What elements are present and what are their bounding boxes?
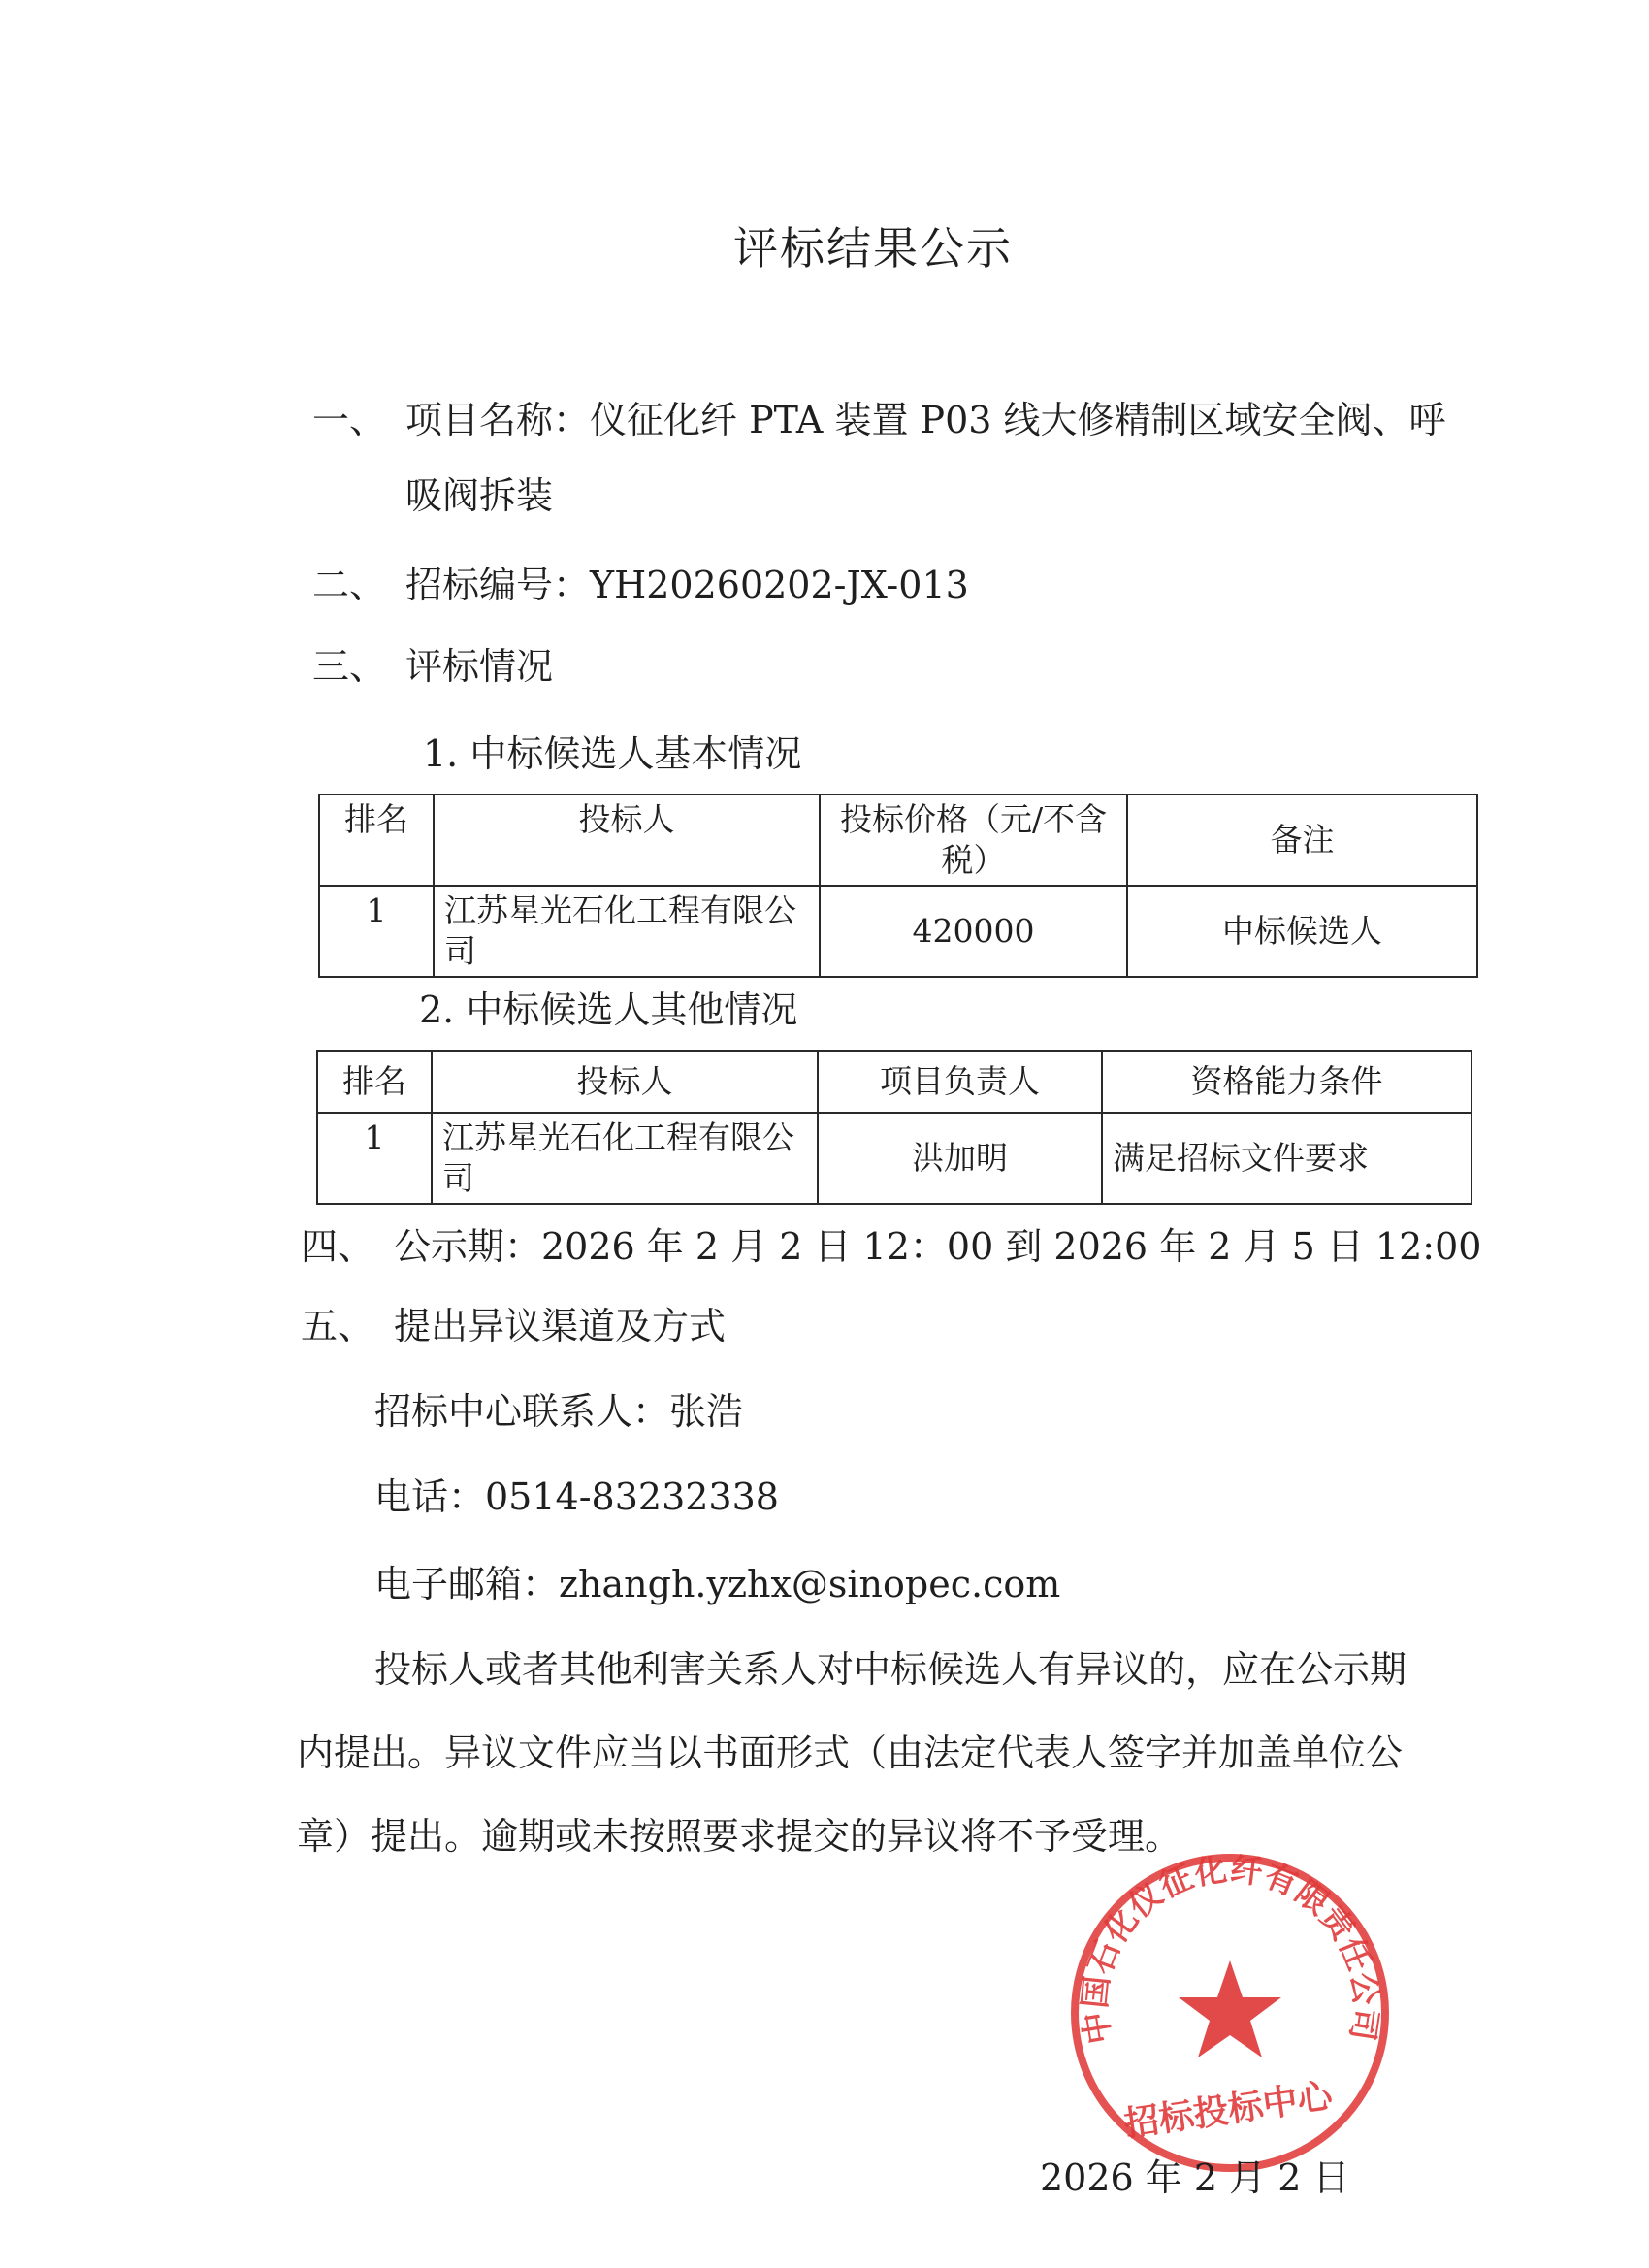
contact-email: 电子邮箱：zhangh.yzhx@sinopec.com xyxy=(374,1563,1061,1605)
table-header-cell: 项目负责人 xyxy=(818,1051,1102,1113)
table-cell: 满足招标文件要求 xyxy=(1102,1113,1471,1204)
table-cell: 1 xyxy=(319,886,434,977)
table-cell: 江苏星光石化工程有限公司 xyxy=(434,886,820,977)
section-number: 一、 xyxy=(312,399,387,441)
candidate-other-table xyxy=(316,1050,1472,1205)
page-title: 评标结果公示 xyxy=(733,222,1013,275)
section-number: 二、 xyxy=(312,564,387,606)
section-number: 四、 xyxy=(301,1225,375,1268)
section-number: 五、 xyxy=(301,1305,375,1347)
section-bid-number xyxy=(312,563,969,607)
table-header-row xyxy=(319,794,1477,886)
table-header-cell: 投标人 xyxy=(432,1051,818,1113)
table-cell: 1 xyxy=(317,1113,432,1204)
table-row xyxy=(319,886,1477,977)
table-cell: 中标候选人 xyxy=(1127,886,1477,977)
seal-bottom-text: 招标投标中心 xyxy=(1121,2076,1336,2145)
section-publicity-period xyxy=(301,1224,1481,1269)
document-date: 2026 年 2 月 2 日 xyxy=(1040,2156,1350,2199)
section-label: 提出异议渠道及方式 xyxy=(394,1305,727,1347)
subsection-basic-info: 1. 中标候选人基本情况 xyxy=(423,732,802,775)
contact-phone: 电话：0514-83232338 xyxy=(374,1475,779,1518)
section-project-name xyxy=(312,398,1446,442)
section-objection xyxy=(301,1304,726,1348)
table-header-cell: 投标价格（元/不含税） xyxy=(820,794,1127,886)
section-evaluation xyxy=(312,644,553,689)
subsection-other-info: 2. 中标候选人其他情况 xyxy=(419,988,798,1031)
seal-star-icon xyxy=(1179,1960,1281,2057)
candidate-basic-table xyxy=(318,794,1478,978)
paragraph-line: 章）提出。逾期或未按照要求提交的异议将不予受理。 xyxy=(297,1815,1182,1858)
table-cell: 洪加明 xyxy=(818,1113,1102,1204)
company-seal xyxy=(1065,1848,1395,2178)
seal-top-text: 中国石化仪征化纤有限责任公司 xyxy=(1075,1850,1386,2048)
publicity-period-text: 公示期：2026 年 2 月 2 日 12：00 到 2026 年 2 月 5 日 12:00 xyxy=(394,1225,1482,1268)
table-cell: 420000 xyxy=(820,886,1127,977)
table-header-cell: 备注 xyxy=(1127,794,1477,886)
table-row xyxy=(317,1113,1471,1204)
paragraph-line: 内提出。异议文件应当以书面形式（由法定代表人签字并加盖单位公 xyxy=(297,1732,1404,1774)
section-number: 三、 xyxy=(312,645,387,688)
table-cell: 江苏星光石化工程有限公司 xyxy=(432,1113,818,1204)
contact-person: 招标中心联系人：张浩 xyxy=(374,1390,744,1433)
section-label: 招标编号： xyxy=(405,564,591,606)
table-header-cell: 排名 xyxy=(319,794,434,886)
paragraph-line: 投标人或者其他利害关系人对中标候选人有异议的，应在公示期 xyxy=(374,1648,1407,1691)
project-name-line1: 仪征化纤 PTA 装置 P03 线大修精制区域安全阀、呼 xyxy=(590,399,1446,441)
table-header-cell: 投标人 xyxy=(434,794,820,886)
table-header-row xyxy=(317,1051,1471,1113)
bid-number: YH20260202-JX-013 xyxy=(590,564,969,606)
project-name-line2: 吸阀拆装 xyxy=(405,474,554,517)
section-label: 评标情况 xyxy=(405,645,554,688)
table-header-cell: 资格能力条件 xyxy=(1102,1051,1471,1113)
table-header-cell: 排名 xyxy=(317,1051,432,1113)
section-label: 项目名称： xyxy=(405,399,591,441)
